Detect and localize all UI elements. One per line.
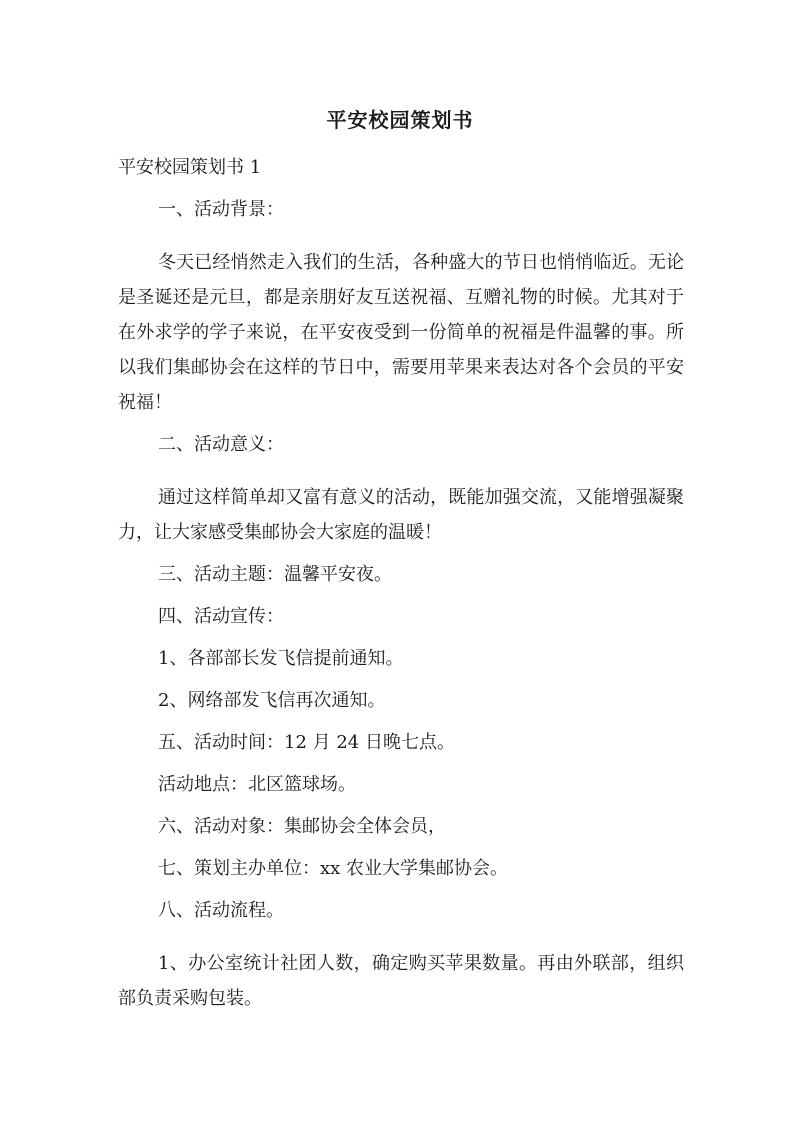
section-time: 五、活动时间：12 月 24 日晚七点。 — [158, 732, 455, 753]
section-organizer: 七、策划主办单位：xx 农业大学集邮协会。 — [158, 858, 509, 879]
paragraph-background: 冬天已经悄然走入我们的生活，各种盛大的节日也悄悄临近。无论是圣诞还是元旦，都是亲朋好友互送祝福、互赠礼物的时候。尤其对于在外求学的学子来说，在平安夜受到一份简单的祝福是件温馨的事。所以我们集邮协会在这样的节日中，需要用苹果来表达对各个会员的平安祝福！ — [118, 252, 684, 413]
section-audience: 六、活动对象：集邮协会全体会员， — [158, 816, 446, 837]
process-item-1: 1、办公室统计社团人数，确定购买苹果数量。再由外联部，组织部负责采购包装。 — [118, 953, 684, 1009]
section-heading-significance: 二、活动意义： — [158, 434, 284, 455]
section-heading-process: 八、活动流程。 — [158, 900, 284, 921]
section-heading-background: 一、活动背景： — [158, 199, 284, 220]
document-body — [118, 150, 684, 1023]
document-title: 平安校园策划书 — [326, 108, 474, 132]
document-subtitle: 平安校园策划书 1 — [118, 157, 262, 178]
promotion-item-1: 1、各部部长发飞信提前通知。 — [158, 648, 404, 669]
promotion-item-2: 2、网络部发飞信再次通知。 — [158, 690, 386, 711]
section-heading-promotion: 四、活动宣传： — [158, 606, 284, 627]
section-theme: 三、活动主题：温馨平安夜。 — [158, 564, 392, 585]
section-location: 活动地点：北区篮球场。 — [158, 774, 356, 795]
paragraph-significance: 通过这样简单却又富有意义的活动，既能加强交流，又能增强凝聚力，让大家感受集邮协会大家庭的温暖！ — [118, 487, 684, 543]
